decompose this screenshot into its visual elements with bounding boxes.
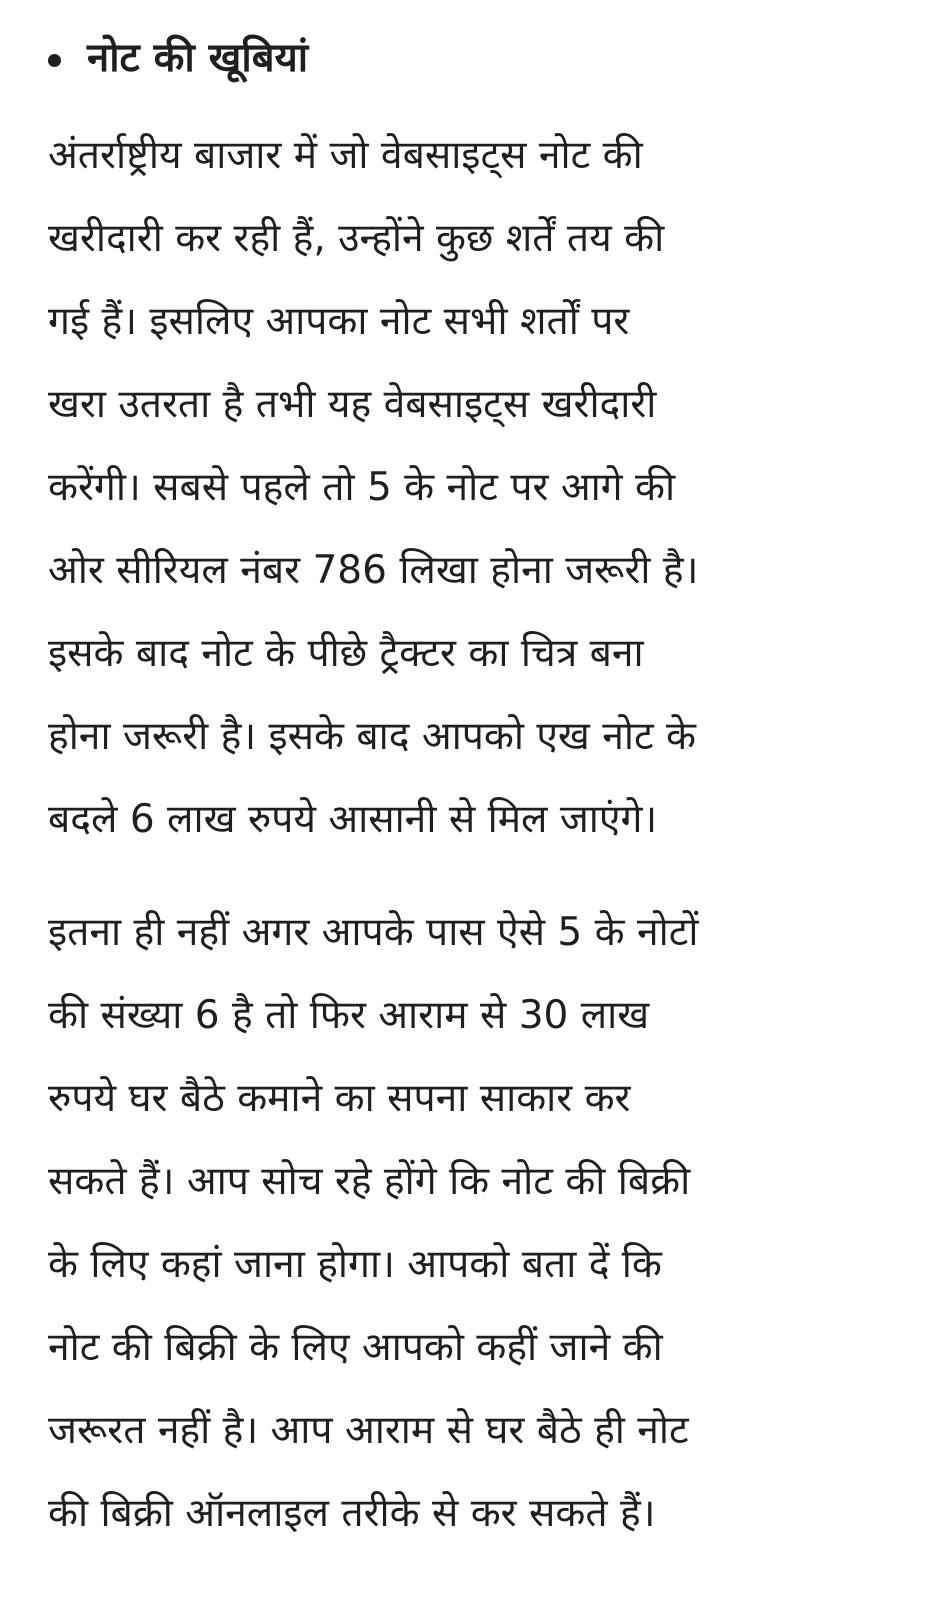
paragraph-line: खरीदारी कर रही हैं, उन्होंने कुछ शर्तें तय की [48,216,665,261]
paragraph-line: ओर सीरियल नंबर 786 लिखा होना जरूरी है। [48,548,699,593]
paragraph-line: इसके बाद नोट के पीछे ट्रैक्टर का चित्र बना [48,631,644,676]
paragraph-line: करेंगी। सबसे पहले तो 5 के नोट पर आगे की [48,465,676,510]
paragraph-line: अंतर्राष्ट्रीय बाजार में जो वेबसाइट्स नोट की [48,133,643,178]
paragraph-line: इतना ही नहीं अगर आपके पास ऐसे 5 के नोटों [48,910,699,955]
paragraph-line: गई हैं। इसलिए आपका नोट सभी शर्तों पर [48,299,630,344]
paragraph-line: होना जरूरी है। इसके बाद आपको एख नोट के [48,714,696,759]
article [48,22,908,1555]
paragraph-line: की बिक्री ऑनलाइल तरीके से कर सकते हैं। [48,1491,656,1536]
paragraph-line: नोट की बिक्री के लिए आपको कहीं जाने की [48,1325,663,1370]
paragraph-1 [48,114,908,861]
paragraph-2 [48,891,908,1555]
paragraph-line: रुपये घर बैठे कमाने का सपना साकार कर [48,1076,631,1121]
paragraph-line: खरा उतरता है तभी यह वेबसाइट्स खरीदारी [48,382,657,427]
bullet-icon [48,54,61,67]
paragraph-line: सकते हैं। आप सोच रहे होंगे कि नोट की बिक्री [48,1159,691,1204]
section-heading-text: नोट की खूबियां [87,35,309,81]
paragraph-line: की संख्या 6 है तो फिर आराम से 30 लाख [48,993,650,1038]
section-heading [48,22,908,94]
paragraph-line: के लिए कहां जाना होगा। आपको बता दें कि [48,1242,662,1287]
paragraph-line: जरूरत नहीं है। आप आराम से घर बैठे ही नोट [48,1408,689,1453]
paragraph-line: बदले 6 लाख रुपये आसानी से मिल जाएंगे। [48,797,658,842]
